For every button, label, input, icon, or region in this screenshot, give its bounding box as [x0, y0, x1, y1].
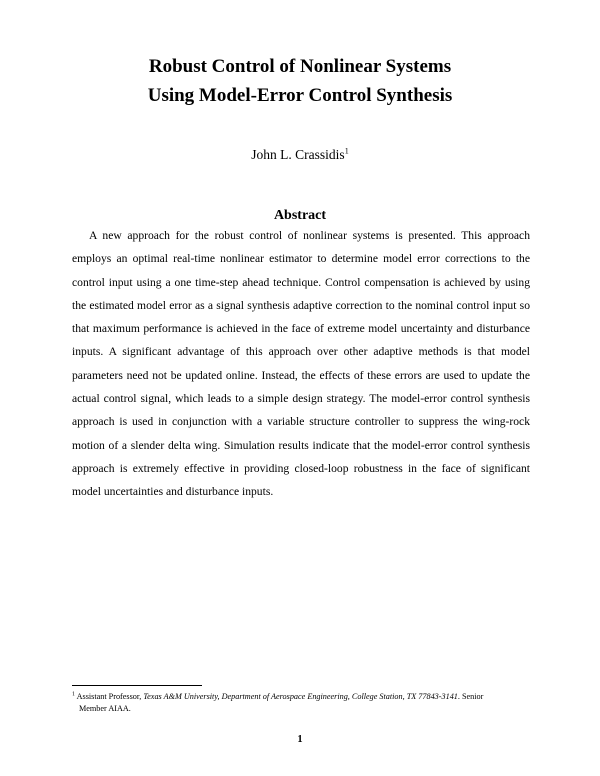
author-name: John L. Crassidis — [251, 147, 345, 162]
footnote-position: Assistant Professor, — [76, 692, 144, 701]
footnote-end: . Senior — [457, 692, 484, 701]
footnote-mark: 1 — [72, 691, 75, 698]
abstract-heading: Abstract — [273, 208, 327, 223]
footnote — [72, 691, 530, 715]
footnote-line-2: Member AIAA. — [79, 704, 131, 713]
footnote-rule — [72, 685, 202, 686]
footnote-affiliation: Texas A&M University, Department of Aerospace Engineering, College Station, TX 77843-3141 — [143, 692, 458, 701]
author-footnote-mark: 1 — [344, 146, 349, 156]
abstract-text: A new approach for the robust control of nonlinear systems is presented. This approach employs an optimal real-time nonlinear estimator to determine model error corrections to the control input using a one time-step ahead technique. Control compensation is achieved by using the estimated model error as a signal synthesis adaptive correction to the nominal control input so that maximum performance is achieved in the face of extreme model uncertainty and disturbance inputs. A significant advantage of this approach over other adaptive methods is that model parameters need not be updated online. Instead, the effects of these errors are used to update the actual control signal, which leads to a simple design strategy. The model-error control synthesis approach is used in conjunction with a variable structure controller to suppress the wing-rock motion of a slender delta wing. Simulation results indicate that the model-error control synthesis approach is extremely effective in providing closed-loop robustness in the face of significant model uncertainties and disturbance inputs. — [72, 229, 530, 499]
paper-title-line-2: Using Model-Error Control Synthesis — [147, 85, 453, 106]
author-line — [0, 146, 600, 164]
paper-title-line-1: Robust Control of Nonlinear Systems — [148, 56, 452, 77]
page-number: 1 — [297, 734, 303, 745]
